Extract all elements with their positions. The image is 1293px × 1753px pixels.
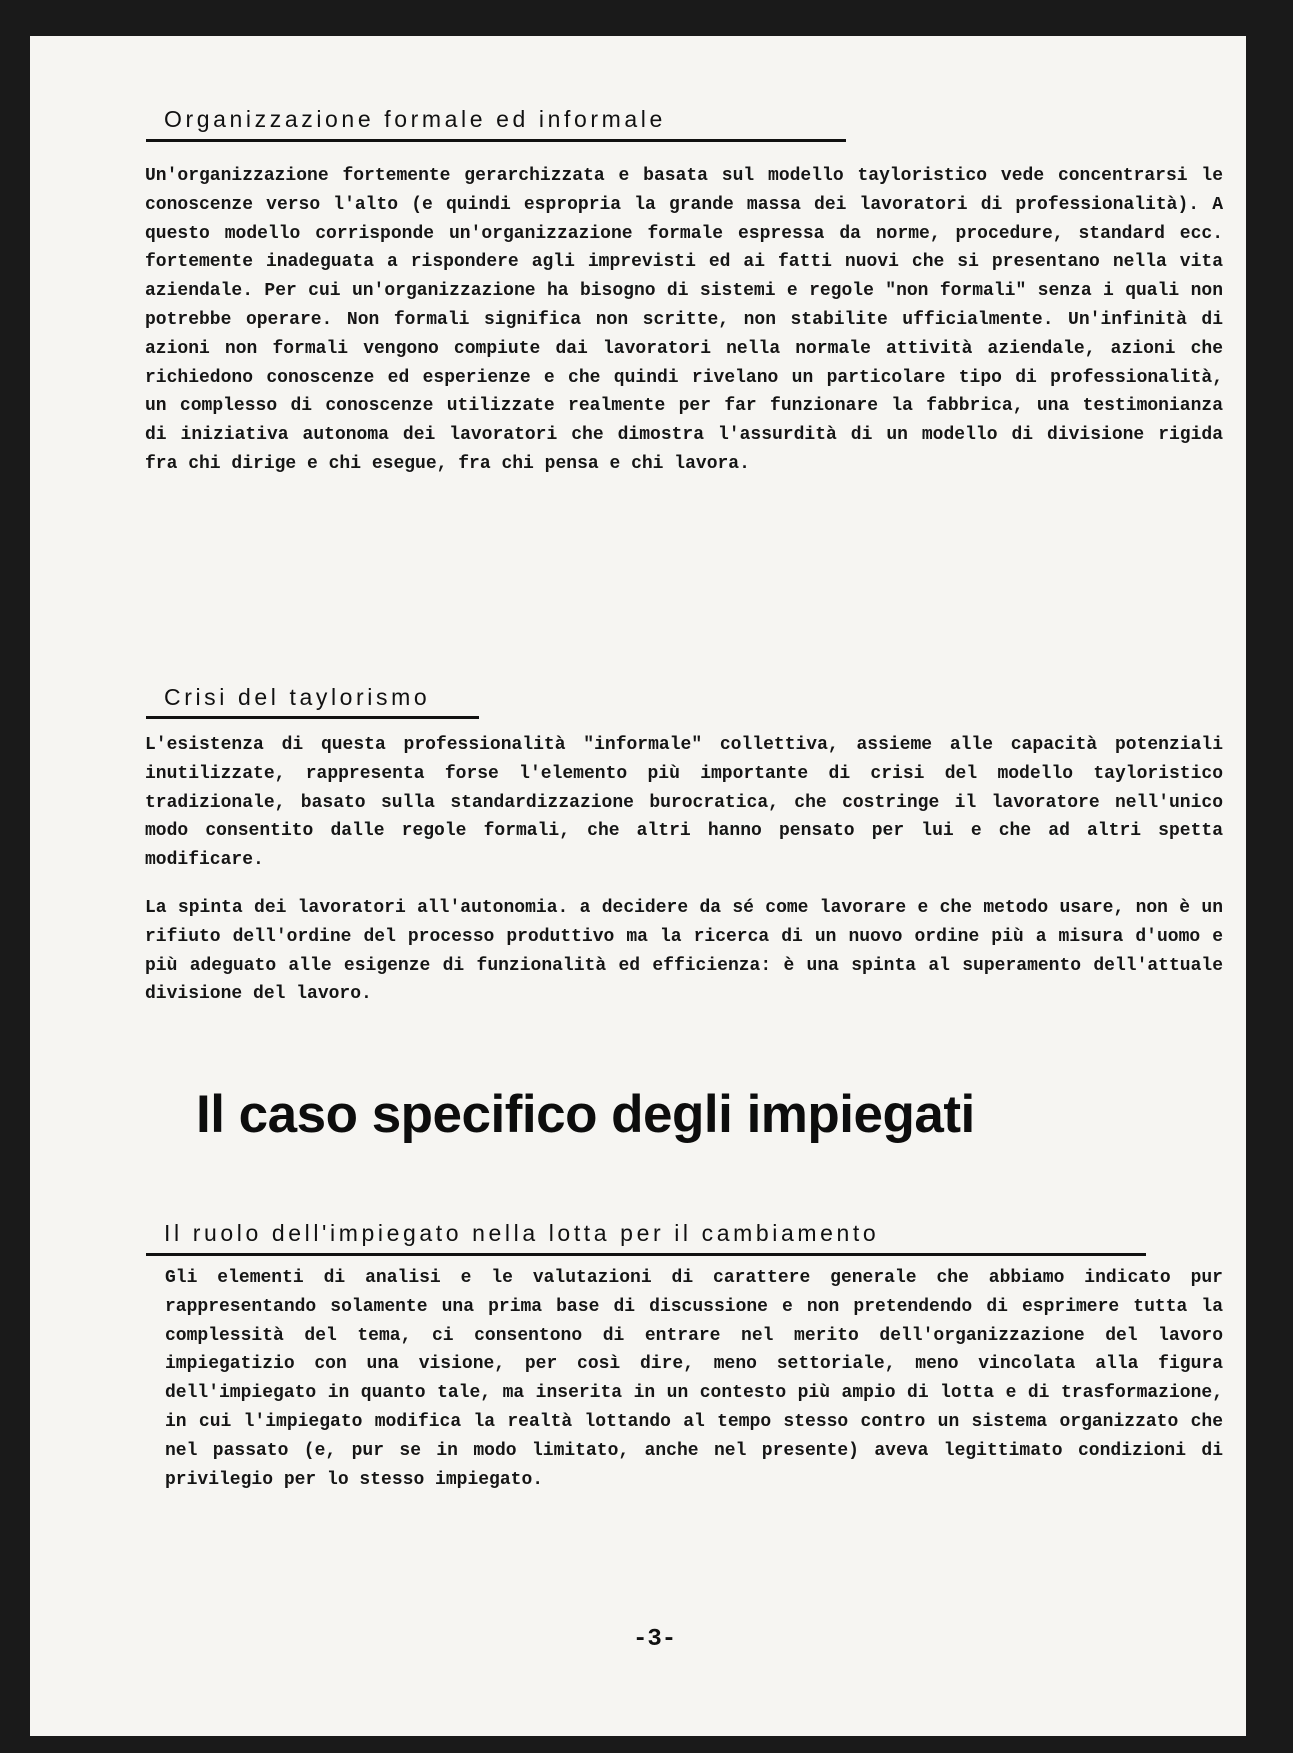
paragraph-organizzazione: Un'organizzazione fortemente gerarchizzata e basata sul modello tayloristico vede concentrarsi le conoscenze verso l'alto (e quindi espropria la grande massa dei lavoratori di professionalità). A questo modello corrisponde un'organizzazione formale espressa da norme, procedure, standard ecc. fortemente inadeguata a rispondere agli imprevisti ed ai fatti nuovi che si presentano nella vita aziendale. Per cui un'organizzazione ha bisogno di sistemi e regole "non formali" senza i quali non potrebbe operare. Non formali significa non scritte, non stabilite ufficialmente. Un'infinità di azioni non formali vengono compiute dai lavoratori nella normale attività aziendale, azioni che richiedono conoscenze ed esperienze e che quindi rivelano un particolare tipo di professionalità, un complesso di conoscenze utilizzate realmente per far funzionare la fabbrica, una testimonianza di iniziativa autonoma dei lavoratori che dimostra l'assurdità di un modello di divisione rigida fra chi dirige e chi esegue, fra chi pensa e chi lavora. [145,166,1223,474]
chapter-title: Il caso specifico degli impiegati [196,1085,975,1144]
subsection-heading: Il ruolo dell'impiegato nella lotta per il cambiamento [164,1220,880,1246]
paragraph-spinta: La spinta dei lavoratori all'autonomia. a decidere da sé come lavorare e che metodo usare, non è un rifiuto dell'ordine del processo produttivo ma la ricerca di un nuovo ordine più a misura d'uomo e più adeguato alle esigenze di funzionalità ed efficienza: è una spinta al superamento dell'attuale divisione del lavoro. [145,898,1223,1005]
section-heading-organizzazione: Organizzazione formale ed informale [164,106,666,132]
heading-underline [146,716,479,719]
heading-underline [146,1253,1146,1256]
page-number: -3- [633,1626,677,1653]
section-heading-crisi: Crisi del taylorismo [164,684,431,710]
paragraph-ruolo: Gli elementi di analisi e le valutazioni di carattere generale che abbiamo indicato pur rappresentando solamente una prima base di discussione e non pretendendo di esprimere tutta la complessità del tema, ci consentono di entrare nel merito dell'organizzazione del lavoro impiegatizio con una visione, per così dire, meno settoriale, meno vincolata alla figura dell'impiegato in quanto tale, ma inserita in un contesto più ampio di lotta e di trasformazione, in cui l'impiegato modifica la realtà lottando al tempo stesso contro un sistema organizzato che nel passato (e, pur se in modo limitato, anche nel presente) aveva legittimato condizioni di privilegio per lo stesso impiegato. [165,1268,1223,1490]
document-page [30,36,1246,1736]
paragraph-crisi: L'esistenza di questa professionalità "informale" collettiva, assieme alle capacità potenziali inutilizzate, rappresenta forse l'elemento più importante di crisi del modello tayloristico tradizionale, basato sulla standardizzazione burocratica, che costringe il lavoratore nell'unico modo consentito dalle regole formali, che altri hanno pensato per lui e che ad altri spetta modificare. [145,735,1223,871]
heading-underline [146,139,846,142]
